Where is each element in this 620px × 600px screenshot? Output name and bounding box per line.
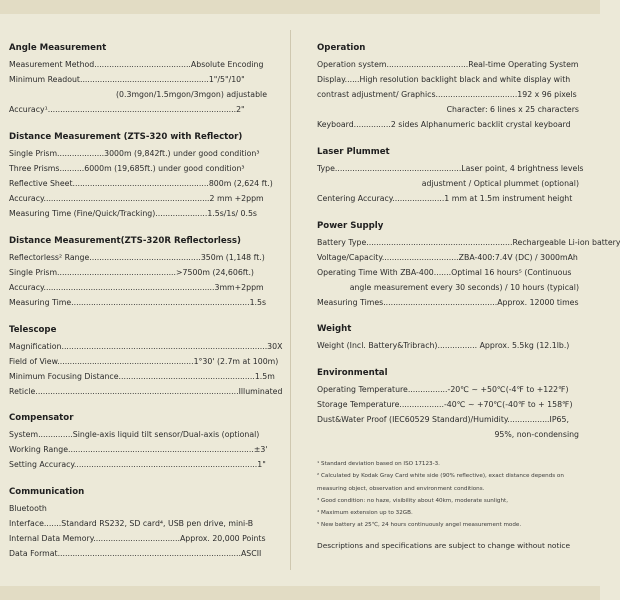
section-title: Communication [9,487,85,497]
spec-line: Minimum Focusing Distance.......................................................1.5m [9,372,275,381]
spec-line: Storage Temperature..................-40℃ ~ +70℃(-40℉ to + 158℉) [317,400,573,409]
section-title: Environmental [317,368,388,378]
spec-line: Dust&Water Proof (IEC60529 Standard)/Humidity.................IP65, [317,415,569,424]
spec-line: Setting Accuracy..........................................................................1" [9,460,266,469]
footnote: ¹ Standard deviation based on ISO 17123-3. [317,461,440,467]
spec-line: Voltage/Capacity...............................ZBA-400:7.4V (DC) / 3000mAh [317,253,578,262]
spec-line: Bluetooth [9,504,47,513]
top-band [0,0,600,14]
spec-line: System..............Single-axis liquid tilt sensor/Dual-axis (optional) [9,430,260,439]
section-title: Angle Measurement [9,43,107,53]
spec-line: Minimum Readout....................................................1"/5"/10" [9,75,245,84]
spec-line: Measuring Times..............................................Approx. 12000 times [317,298,579,307]
section-operation [317,42,579,132]
spec-line: (0.3mgon/1.5mgon/3mgon) adjustable [116,90,267,99]
section-title: Compensator [9,413,74,423]
spec-line: Measurement Method.......................................Absolute Encoding [9,60,264,69]
spec-line: Measuring Time........................................................................1.5s [9,298,267,307]
spec-line: angle measurement every 30 seconds) / 10 hours (typical) [349,283,579,292]
spec-line: Accuracy...................................................................2 mm +2ppm [9,194,264,203]
spec-line: Reflective Sheet.......................................................800m (2,624 ft.) [9,179,273,188]
section-telescope [9,324,283,399]
spec-line: Internal Data Memory...................................Approx. 20,000 Points [9,534,266,543]
section-angle-measurement [9,42,267,117]
spec-line: Accuracy.....................................................................3mm+2ppm [9,283,264,292]
section-title: Distance Measurement (ZTS-320 with Reflector) [9,132,243,142]
section-title: Operation [317,43,366,53]
spec-line: Accuracy¹............................................................................2" [9,105,245,114]
section-title: Power Supply [317,221,384,231]
section-communication [9,486,267,561]
section-compensator [9,412,267,472]
spec-line: Magnification...................................................................................30X [9,342,283,351]
column-divider [290,30,291,570]
spec-line: Operating Temperature................-20℃ ~ +50℃(-4℉ to +122℉) [317,385,569,394]
spec-line: Operating Time With ZBA-400.......Optimal 16 hours⁵ (Continuous [317,268,572,277]
footnote: ³ Good condition: no haze, visibility about 40km, moderate sunlight, [317,497,508,504]
section-distance-measurement-zts-320-with-reflector [9,131,273,221]
section-weight [317,323,579,353]
spec-line: Operation system.................................Real-time Operating System [317,60,579,69]
spec-line: adjustment / Optical plummet (optional) [421,179,579,188]
section-laser-plummet [317,146,584,206]
spec-line: Centering Accuracy.....................1 mm at 1.5m instrument height [317,194,573,203]
left-column [9,42,283,561]
spec-line: Reflectorless² Range.............................................350m (1,148 ft.) [9,253,265,262]
spec-line: 95%, non-condensing [494,430,579,439]
spec-line: Three Prisms..........6000m (19,685ft.) under good condition³ [9,164,245,173]
spec-line: Character: 6 lines x 25 characters [446,105,579,114]
spec-line: Reticle..................................................................................Illuminated [9,387,283,396]
spec-line: Weight (Incl. Battery&Tribrach)................ Approx. 5.5kg (12.1lb.) [317,341,570,350]
spec-line: Single Prism................................................>7500m (24,606ft.) [9,268,254,277]
bottom-band [0,586,600,600]
footnote: ⁵ New battery at 25℃, 24 hours continuously angel measurement mode. [317,522,522,529]
footnote: ² Calculated by Kodak Gray Card white side (90% reflective), exact distance depends on [317,473,564,480]
section-title: Weight [317,324,352,334]
spec-line: Keyboard...............2 sides Alphanumeric backlit crystal keyboard [317,120,571,129]
section-title: Telescope [9,325,57,335]
footnote: ⁴ Maximum extension up to 32GB. [317,510,413,517]
section-environmental [317,367,579,442]
disclaimer-text: Descriptions and specifications are subject to change without notice [317,541,571,550]
spec-line: Display......High resolution backlight black and white display with [317,75,571,84]
section-title: Distance Measurement(ZTS-320R Reflectorless) [9,236,241,246]
spec-line: Field of View.......................................................1°30' (2.7m at 100m) [9,357,279,366]
spec-line: Type...................................................Laser point, 4 brightness levels [317,164,584,173]
right-column [317,42,620,532]
footnote: measuring object, observation and environment conditions. [317,485,485,492]
spec-line: Working Range...........................................................................±3' [9,445,268,454]
section-title: Laser Plummet [317,147,390,157]
spec-line: Data Format..........................................................................ASCII [9,549,262,558]
spec-line: Battery Type...........................................................Rechargeable Li-ion battery [317,238,620,247]
spec-line: contrast adjustment/ Graphics.................................192 x 96 pixels [317,90,577,99]
section-distance-measurement-zts-320r-reflectorless [9,235,267,310]
spec-line: Measuring Time (Fine/Quick/Tracking).....................1.5s/1s/ 0.5s [9,209,257,218]
section-power-supply [317,220,620,310]
footnotes [317,458,579,532]
spec-line: Interface.......Standard RS232, SD card⁴, USB pen drive, mini-B [9,519,254,528]
spec-line: Single Prism...................3000m (9,842ft.) under good condition³ [9,149,260,158]
